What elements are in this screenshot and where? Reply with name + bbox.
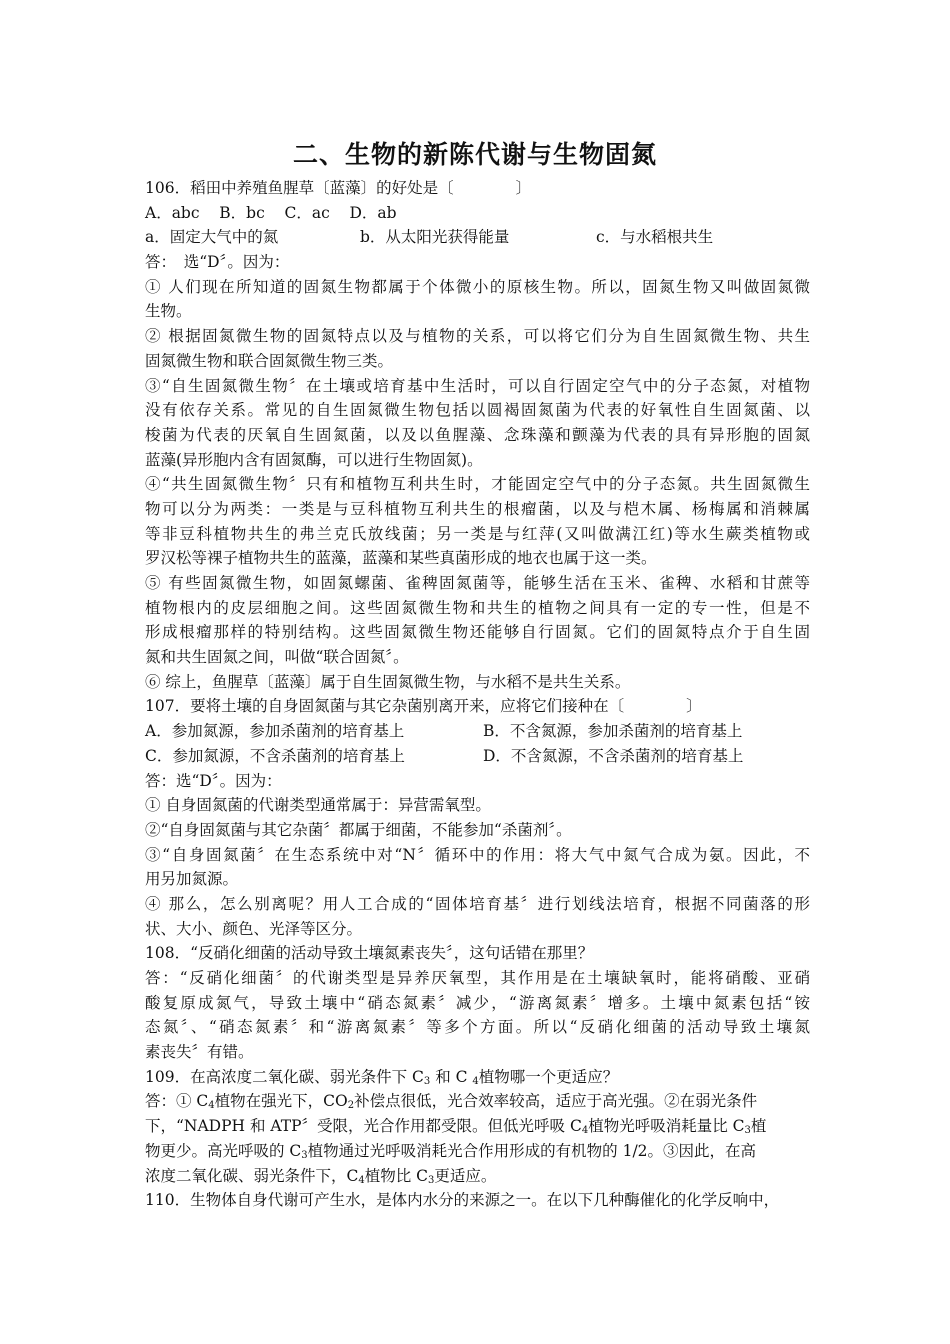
answer-107-p4-l1: ④ 那么，怎么别离呢？用人工合成的“固体培育基〞进行划线法培育，根据不同菌落的形 — [145, 894, 810, 913]
question-108-stem: 108．“反硝化细菌的活动导致土壤氮素丧失〞，这句话错在那里？ — [145, 944, 594, 963]
answer-106-p1-l1: ① 人们现在所知道的固氮生物都属于个体微小的原核生物。所以，固氮生物又叫做固氮微 — [145, 277, 810, 296]
answer-106-p4-l1: ④“共生固氮微生物〞只有和植物互利共生时，才能固定空气中的分子态氮。共生固氮微生 — [145, 475, 810, 494]
answer-107-p4-l2: 状、大小、颜色、光泽等区分。 — [145, 919, 363, 938]
question-106-items — [145, 225, 810, 250]
answer-108-l2: 酸复原成氮气，导致土壤中“硝态氮素〞减少，“游离氮素〞增多。土壤中氮素包括“铵 — [145, 993, 810, 1012]
question-110-stem: 110．生物体自身代谢可产生水，是体内水分的来源之一。在以下几种酶催化的化学反响中， — [145, 1191, 780, 1210]
answer-106-p5-l2: 植物根内的皮层细胞之间。这些固氮微生物和共生的植物之间具有一定的专一性，但是不 — [145, 598, 810, 617]
answer-106-p5-l1: ⑤ 有些固氮微生物，如固氮螺菌、雀稗固氮菌等，能够生活在玉米、雀稗、水稻和甘蔗等 — [145, 574, 810, 592]
answer-107-intro: 答：选“D〞。因为： — [145, 771, 282, 790]
option-c: C．参加氮源，不含杀菌剂的培育基上 — [145, 746, 405, 765]
answer-106-p4-l4: 罗汉松等裸子植物共生的蓝藻，蓝藻和某些真菌形成的地衣也属于这一类。 — [145, 549, 657, 568]
answer-106-p5-l4: 氮和共生固氮之间，叫做“联合固氮〞。 — [145, 648, 409, 667]
answer-109-l2: 下，“NADPH 和 ATP〞受限，光合作用都受限。但低光呼吸 $C_4$植物光呼吸消耗量比 $C_3$植 — [145, 1117, 767, 1137]
question-107-stem: 107．要将土壤的自身固氮菌与其它杂菌别离开来，应将它们接种在〔 〕 — [145, 697, 702, 716]
answer-106-p3-l3: 梭菌为代表的厌氧自生固氮菌，以及以鱼腥藻、念珠藻和颤藻为代表的具有异形胞的固氮 — [145, 425, 810, 444]
item-a: a．固定大气中的氮 — [145, 228, 279, 247]
question-109-stem: 109．在高浓度二氧化碳、弱光条件下 $C_3$ 和 C $_4$植物哪一个更适应？ — [145, 1067, 619, 1087]
option-a: A．参加氮源，参加杀菌剂的培育基上 — [145, 722, 405, 741]
answer-106-p3-l2: 没有依存关系。常见的自生固氮微生物包括以圆褐固氮菌为代表的好氧性自生固氮菌、以 — [145, 401, 810, 420]
answer-108-l3: 态氮〞、“硝态氮素〞和“游离氮素〞等多个方面。所以“反硝化细菌的活动导致土壤氮 — [145, 1018, 810, 1037]
item-c: c．与水稻根共生 — [596, 228, 714, 247]
question-107-options-row1 — [145, 719, 810, 744]
option-d: D．不含氮源，不含杀菌剂的培育基上 — [483, 746, 744, 765]
answer-106-p6: ⑥ 综上，鱼腥草〔蓝藻〕属于自生固氮微生物，与水稻不是共生关系。 — [145, 672, 631, 691]
answer-108-l4: 素丧失〞有错。 — [145, 1043, 254, 1062]
answer-106-p4-l2: 物可以分为两类：一类是与豆科植物互利共生的根瘤菌，以及与桤木属、杨梅属和消棘属 — [145, 499, 810, 518]
answer-106-p3-l4: 蓝藻(异形胞内含有固氮酶，可以进行生物固氮)。 — [145, 450, 483, 469]
answer-107-p1: ① 自身固氮菌的代谢类型通常属于：异营需氧型。 — [145, 796, 491, 815]
answer-106-intro: 答： 选“D〞。因为： — [145, 253, 290, 272]
page-title: 二、生物的新陈代谢与生物固氮 — [292, 140, 657, 169]
answer-106-p2-l1: ② 根据固氮微生物的固氮特点以及与植物的关系，可以将它们分为自生固氮微生物、共生 — [145, 327, 810, 346]
answer-109-l1: 答：① $C_4$植物在强光下，$CO_2$补偿点很低，光合效率较高，适应于高光强。②在弱光条件 — [145, 1092, 758, 1112]
answer-108-l1: 答：“反硝化细菌〞的代谢类型是异养厌氧型，其作用是在土壤缺氧时，能将硝酸、亚硝 — [145, 969, 810, 987]
answer-106-p4-l3: 等非豆科植物共生的弗兰克氏放线菌；另一类是与红萍(又叫做满江红)等水生蕨类植物或 — [145, 524, 810, 543]
option-a: A．abc — [145, 203, 200, 222]
document-body — [145, 176, 810, 1213]
question-106-stem: 106．稻田中养殖鱼腥草〔蓝藻〕的好处是〔 〕 — [145, 179, 532, 197]
answer-107-p3-l2: 用另加氮源。 — [145, 870, 239, 889]
option-c: C．ac — [284, 203, 330, 222]
item-b: b．从太阳光获得能量 — [360, 228, 510, 247]
option-b: B．不含氮源，参加杀菌剂的培育基上 — [483, 722, 743, 741]
answer-106-p5-l3: 形成根瘤那样的特别结构。这些固氮微生物还能够自行固氮。它们的固氮特点介于自生固 — [145, 623, 810, 642]
option-d: D．ab — [349, 203, 397, 222]
option-b: B．bc — [219, 203, 265, 222]
answer-106-p1-l2: 生物。 — [145, 302, 192, 321]
question-106-options — [145, 201, 810, 226]
answer-107-p3-l1: ③“自身固氮菌〞在生态系统中对“N〞循环中的作用：将大气中氮气合成为氨。因此，不 — [145, 845, 810, 864]
answer-109-l4: 浓度二氧化碳、弱光条件下，$C_4$植物比 $C_3$更适应。 — [145, 1166, 497, 1186]
question-107-options-row2 — [145, 744, 810, 769]
answer-107-p2: ②“自身固氮菌与其它杂菌〞都属于细菌，不能参加“杀菌剂〞。 — [145, 820, 572, 839]
answer-106-p2-l2: 固氮微生物和联合固氮微生物三类。 — [145, 351, 394, 370]
answer-106-p3-l1: ③“自生固氮微生物〞在土壤或培育基中生活时，可以自行固定空气中的分子态氮，对植物 — [145, 376, 810, 395]
answer-109-l3: 物更少。高光呼吸的 $C_3$植物通过光呼吸消耗光合作用形成的有机物的 1/2。③因此，在高 — [145, 1141, 757, 1161]
